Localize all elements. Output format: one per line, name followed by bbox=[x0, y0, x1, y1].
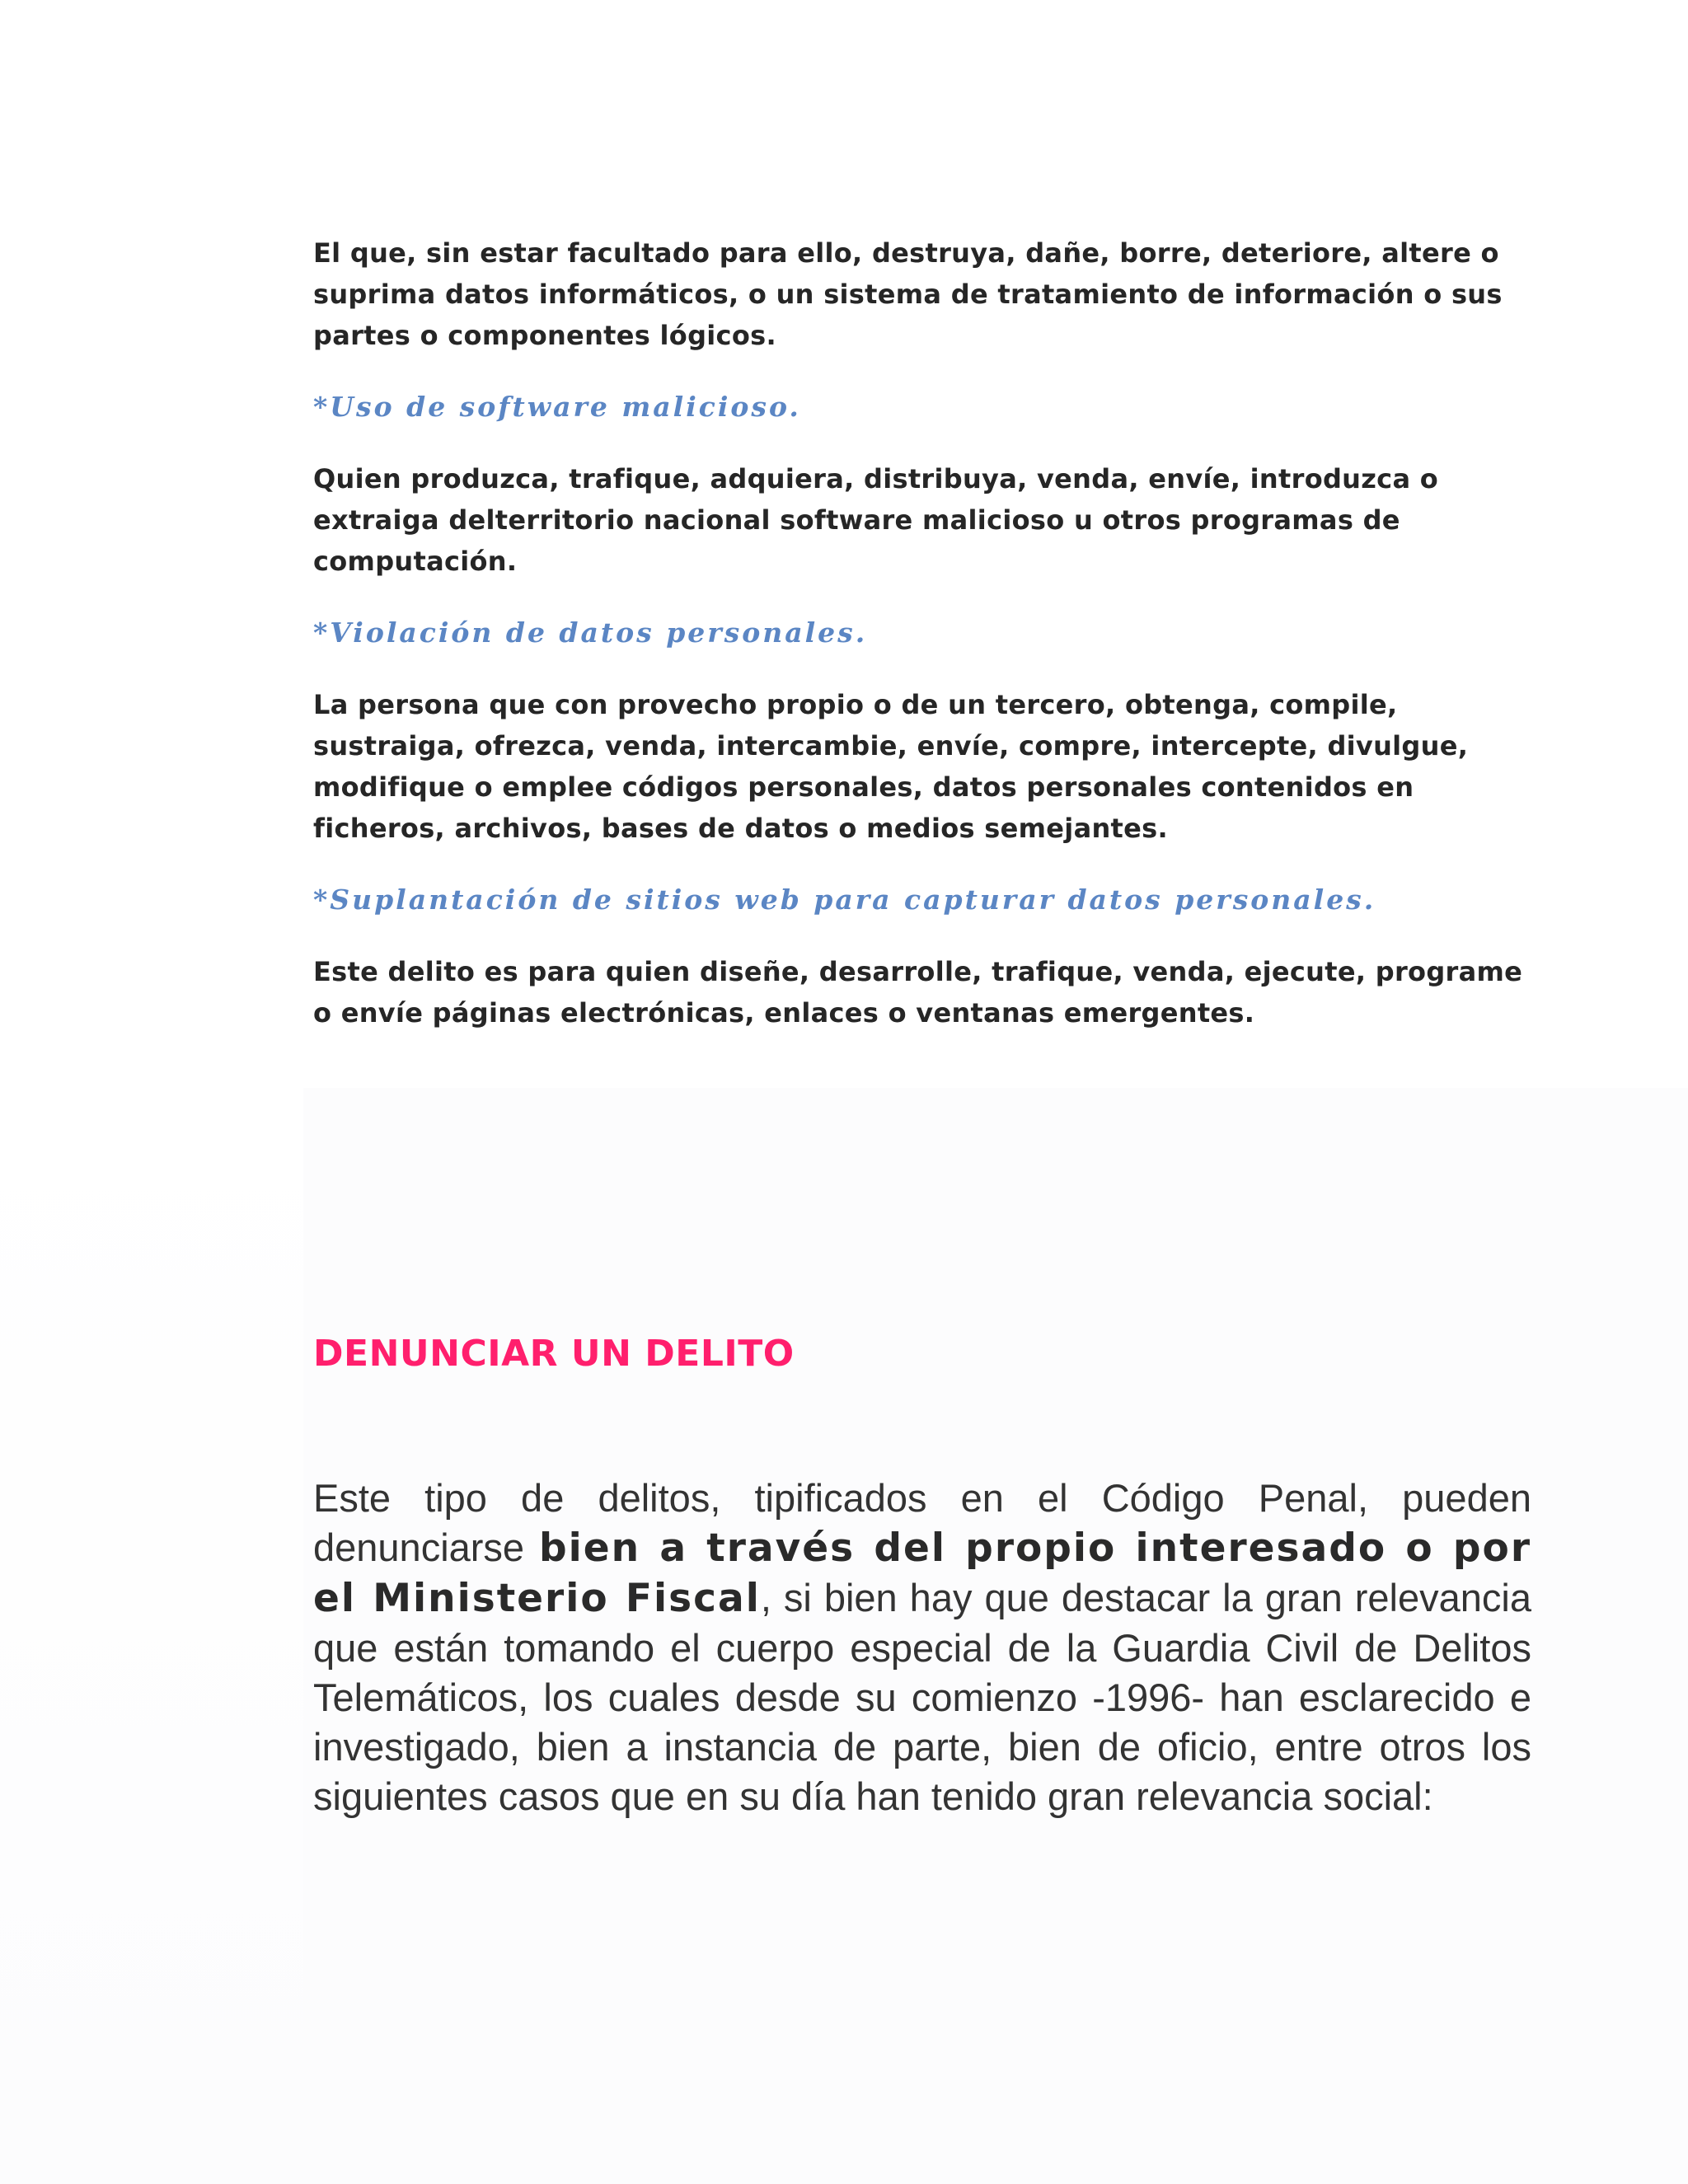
paragraph-website-spoofing: Este delito es para quien diseñe, desarrolle, trafique, venda, ejecute, programe o envíe páginas electrónicas, enlaces o ventanas emergentes. bbox=[313, 956, 1523, 1029]
body-text-part1: Este tipo de delitos, tipificados en el Código Penal, pueden denunciarse bbox=[313, 1476, 1531, 1569]
body-text-bold: bien a través del propio interesado o por el Ministerio Fiscal bbox=[313, 1526, 1531, 1621]
heading-personal-data-violation: *Violación de datos personales. bbox=[313, 616, 868, 649]
paragraph-data-damage: El que, sin estar facultado para ello, destruya, dañe, borre, deteriore, altere o suprima datos informáticos, o un sistema de tratamiento de información o sus partes o componentes lógicos. bbox=[313, 237, 1503, 351]
offenses-list bbox=[313, 232, 1533, 1033]
section-body-paragraph bbox=[313, 1474, 1531, 1821]
section-title-report-crime: DENUNCIAR UN DELITO bbox=[313, 1333, 795, 1375]
heading-website-spoofing: *Suplantación de sitios web para capturar datos personales. bbox=[313, 883, 1376, 916]
paragraph-malicious-software: Quien produzca, trafique, adquiera, distribuya, venda, envíe, introduzca o extraiga delterritorio nacional software malicioso u otros programas de computación. bbox=[313, 463, 1439, 577]
body-text-part2: , si bien hay que destacar la gran relevancia que están tomando el cuerpo especial de la Guardia Civil de Delitos Telemáticos, los cuales desde su comienzo -1996- han esclarecido e investigado, bien a instancia de parte, bien de oficio, entre otros los siguientes casos que en su día han tenido gran relevancia social: bbox=[313, 1576, 1531, 1818]
heading-malicious-software: *Uso de software malicioso. bbox=[313, 391, 801, 423]
paragraph-personal-data-violation: La persona que con provecho propio o de un tercero, obtenga, compile, sustraiga, ofrezca, venda, intercambie, envíe, compre, intercepte, divulgue, modifique o emplee códigos personales, datos personales contenidos en ficheros, archivos, bases de datos o medios semejantes. bbox=[313, 689, 1469, 844]
